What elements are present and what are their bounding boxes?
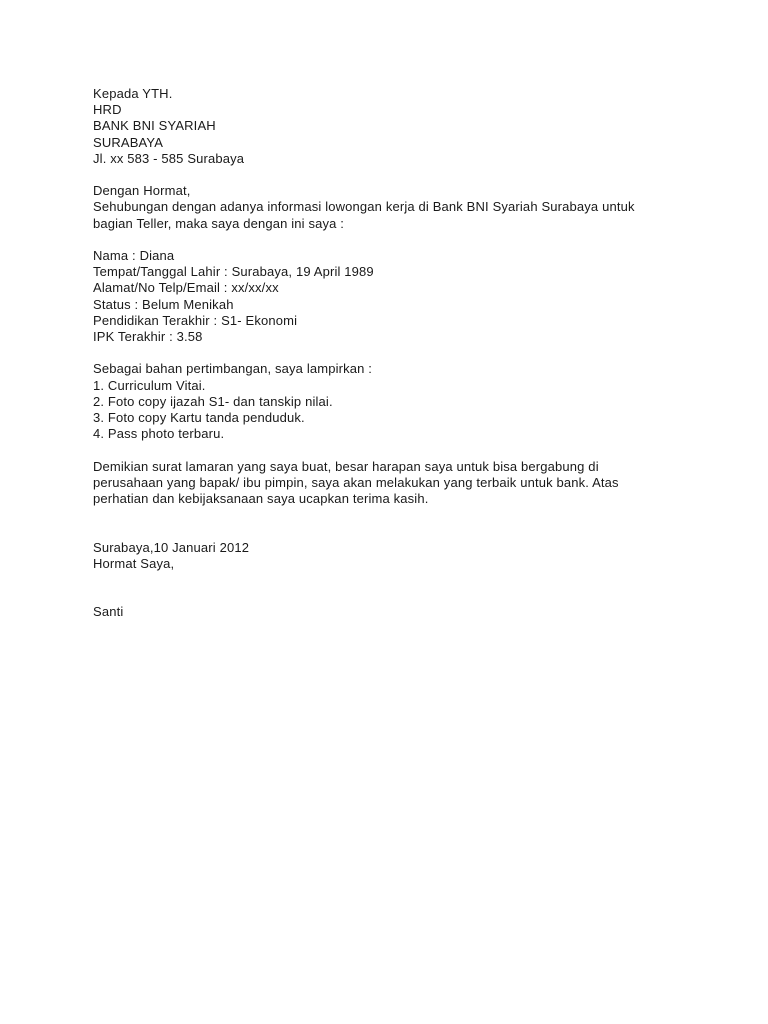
applicant-field: IPK Terakhir : 3.58	[93, 329, 203, 345]
closing-block	[93, 459, 693, 508]
letter-body	[93, 86, 693, 621]
recipient-block	[93, 86, 693, 167]
place-date: Surabaya,10 Januari 2012	[93, 539, 250, 555]
applicant-field: Status : Belum Menikah	[93, 296, 234, 312]
spacer	[93, 232, 693, 248]
spacer	[93, 507, 693, 539]
spacer	[93, 345, 693, 361]
closing-text: perusahaan yang bapak/ ibu pimpin, saya akan melakukan yang terbaik untuk bank. Atas	[93, 474, 619, 490]
spacer	[93, 167, 693, 183]
signer-name: Santi	[93, 604, 124, 620]
attachment-item: 2. Foto copy ijazah S1- dan tanskip nilai.	[93, 393, 333, 409]
attachments-intro: Sebagai bahan pertimbangan, saya lampirkan :	[93, 361, 373, 377]
intro-text: Sehubungan dengan adanya informasi lowongan kerja di Bank BNI Syariah Surabaya untuk	[93, 199, 635, 215]
closing-text: Demikian surat lamaran yang saya buat, besar harapan saya untuk bisa bergabung di	[93, 458, 599, 474]
applicant-field: Alamat/No Telp/Email : xx/xx/xx	[93, 280, 279, 296]
attachment-item: 4. Pass photo terbaru.	[93, 426, 225, 442]
recipient-line: HRD	[93, 102, 122, 118]
attachment-item: 3. Foto copy Kartu tanda penduduk.	[93, 410, 305, 426]
applicant-field: Tempat/Tanggal Lahir : Surabaya, 19 April 1989	[93, 264, 374, 280]
opening-block	[93, 183, 693, 232]
signature-block	[93, 540, 693, 621]
spacer	[93, 572, 693, 604]
applicant-field: Pendidikan Terakhir : S1- Ekonomi	[93, 312, 298, 328]
recipient-line: Jl. xx 583 - 585 Surabaya	[93, 150, 245, 166]
recipient-line: SURABAYA	[93, 134, 164, 150]
regards: Hormat Saya,	[93, 555, 175, 571]
recipient-line: BANK BNI SYARIAH	[93, 118, 216, 134]
spacer	[93, 442, 693, 458]
attachments-block	[93, 361, 693, 442]
attachment-item: 1. Curriculum Vitai.	[93, 377, 206, 393]
applicant-field: Nama : Diana	[93, 248, 175, 263]
closing-text: perhatian dan kebijaksanaan saya ucapkan terima kasih.	[93, 491, 429, 507]
applicant-details	[93, 248, 693, 345]
salutation: Dengan Hormat,	[93, 183, 191, 199]
recipient-line: Kepada YTH.	[93, 86, 173, 101]
intro-text: bagian Teller, maka saya dengan ini saya :	[93, 215, 345, 231]
